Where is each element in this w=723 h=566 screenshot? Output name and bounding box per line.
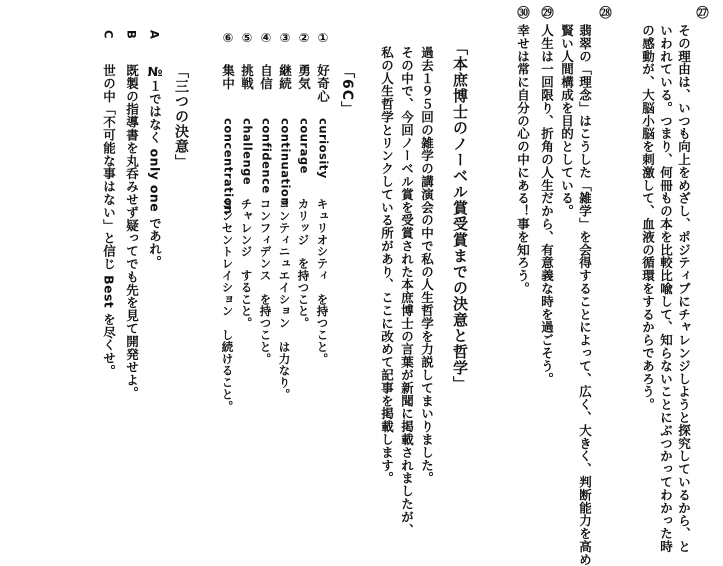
section-title: 「本庶博士のノーベル賞受賞までの決意と哲学」: [451, 40, 469, 392]
resolution-text-c: 世の中「不可能な事はない」と信じ Best を尽くせ。: [101, 64, 117, 378]
six-c-text-3: コンティニュエイション は力なり。: [277, 198, 292, 401]
six-c-num-3: ③: [277, 30, 293, 46]
six-c-text-6: コンセントレイション し続けること。: [220, 198, 235, 413]
item-27-line-2: いわれている。つまり、何冊もの本を比較比喩して、知らないことにぶつかってわかった時: [658, 24, 674, 553]
six-c-text-4: コンフィデンス を持つこと。: [258, 198, 273, 365]
resolution-letter-c: C: [101, 30, 116, 39]
item-28-line-1: 翡翠の「理念」はこうした「雑学」を会得することによって、広く、大きく、判断能力を高め: [577, 24, 593, 566]
three-resolutions-heading: 「三つの決意」: [173, 64, 189, 169]
six-c-heading: 「6C」: [339, 64, 355, 117]
resolution-text-a: №１ではなく only one であれ。: [147, 64, 163, 269]
item-28-line-2: 賢い人間構成を目的としている。: [559, 24, 575, 218]
section-paragraph-line-1: 過去１９５回の雑学の講演会の中で私の人生哲学を力説してまいりました。: [419, 46, 435, 485]
section-paragraph-line-2: その中で、今回ノーベル賞を受賞された本庶博士の言葉が新聞に掲載されましたが、: [399, 46, 415, 537]
six-c-num-1: ①: [315, 30, 331, 46]
six-c-num-2: ②: [296, 30, 312, 46]
six-c-english-3: continuation: [278, 118, 293, 207]
item-27-marker: ㉗: [694, 6, 710, 19]
item-27-line-3: の感動が、大脳小脳を刺激して、血液の循環をするからであろう。: [640, 24, 656, 411]
item-29-line-1: 人生は一回限り、折角の人生だから、有意義な時を過ごそう。: [539, 24, 555, 386]
six-c-english-5: challenge: [240, 118, 255, 186]
section-paragraph-line-3: 私の人生哲学とリンクしている所があり、ここに改めて記事を掲載します。: [379, 46, 395, 485]
item-28-marker: ㉘: [597, 6, 613, 19]
six-c-text-5: チャレンジ すること。: [239, 198, 254, 329]
resolution-letter-a: A: [147, 30, 162, 40]
six-c-kanji-4: 自信: [258, 64, 274, 90]
item-30-marker: ㉚: [515, 6, 531, 19]
resolution-text-b: 既製の指導書を丸呑みせず疑ってでも先を見て開発せよ。: [124, 64, 140, 400]
six-c-num-5: ⑤: [239, 30, 255, 46]
resolution-letter-b: B: [124, 30, 139, 40]
six-c-english-6: concentration: [221, 118, 236, 215]
item-30-line-1: 幸せは常に自分の心の中にある！事を知ろう。: [515, 24, 531, 295]
six-c-text-1: キュリオシティ を持つこと。: [315, 198, 330, 365]
six-c-kanji-5: 挑戦: [239, 64, 255, 90]
six-c-kanji-3: 継続: [277, 64, 293, 90]
six-c-kanji-6: 集中: [220, 64, 236, 90]
six-c-kanji-2: 勇気: [296, 64, 312, 90]
six-c-english-1: curiosity: [316, 118, 331, 179]
six-c-english-4: confidence: [259, 118, 274, 194]
six-c-text-2: カリッジ を持つこと。: [296, 198, 311, 329]
six-c-kanji-1: 好奇心: [315, 64, 331, 103]
six-c-english-2: courage: [297, 118, 312, 174]
six-c-num-4: ④: [258, 30, 274, 46]
six-c-num-6: ⑥: [220, 30, 236, 46]
item-29-marker: ㉙: [539, 6, 555, 19]
item-27-line-1: その理由は、いつも向上をめざし、ポジティブにチャレンジしようと探究しているから、と: [676, 24, 692, 553]
